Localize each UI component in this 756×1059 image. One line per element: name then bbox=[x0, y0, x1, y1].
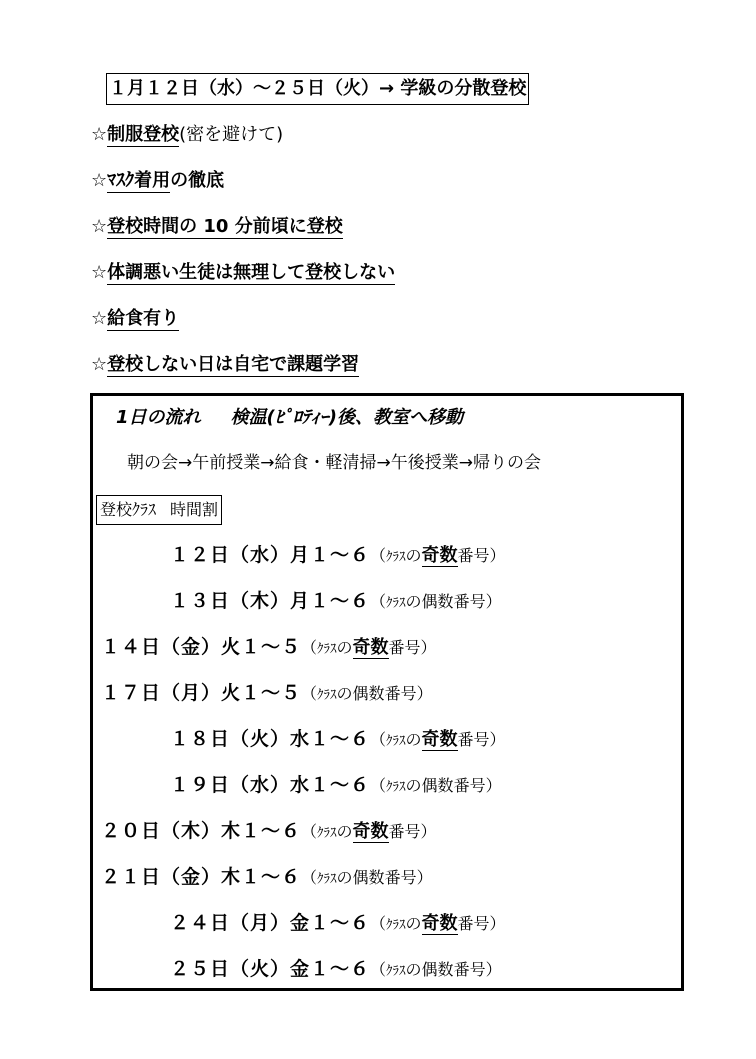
timetable-label: 時間割 bbox=[170, 500, 219, 519]
row-date: ２１日（金）木１～６ bbox=[101, 866, 302, 888]
star-icon: ☆ bbox=[91, 354, 108, 375]
rule-item-health bbox=[91, 260, 395, 286]
star-icon: ☆ bbox=[91, 124, 108, 145]
rule-item-uniform bbox=[91, 122, 283, 148]
row-note: （ｸﾗｽの偶数番号） bbox=[370, 592, 502, 611]
row-date: ２４日（月）金１～６ bbox=[170, 912, 371, 934]
row-date: １９日（水）水１～６ bbox=[170, 774, 371, 796]
timetable-row bbox=[170, 587, 502, 615]
rule-highlight: 体調悪い生徒は無理して登校しない bbox=[107, 262, 396, 283]
timetable-row bbox=[101, 863, 433, 891]
flow-heading: 1日の流れ bbox=[116, 407, 201, 428]
odd-parity: 奇数 bbox=[352, 637, 389, 658]
odd-parity: 奇数 bbox=[421, 545, 458, 566]
rule-highlight: 登校時間の 10 分前頃に登校 bbox=[107, 216, 343, 237]
row-note: （ｸﾗｽの奇数番号） bbox=[370, 729, 506, 750]
daily-flow-detail: 朝の会→午前授業→給食・軽清掃→午後授業→帰りの会 bbox=[127, 453, 541, 473]
date-range-heading: １月１２日（水）～２５日（火）→ 学級の分散登校 bbox=[106, 73, 529, 105]
row-note: （ｸﾗｽの奇数番号） bbox=[370, 545, 506, 566]
timetable-row bbox=[101, 633, 437, 661]
rule-item-lunch bbox=[91, 306, 179, 332]
temperature-check-text: 検温(ﾋﾟﾛﾃｨｰ)後、教室へ移動 bbox=[230, 407, 463, 428]
attendance-class-label: 登校ｸﾗｽ bbox=[100, 500, 157, 519]
timetable-row bbox=[170, 771, 502, 799]
rule-text: (密を避けて) bbox=[179, 124, 284, 145]
timetable-row bbox=[170, 541, 506, 569]
rule-item-home-study bbox=[91, 352, 359, 378]
even-parity: 偶数 bbox=[352, 868, 385, 887]
timetable-row bbox=[170, 909, 506, 937]
row-date: １２日（水）月１～６ bbox=[170, 544, 371, 566]
daily-flow-title bbox=[116, 405, 463, 431]
row-note: （ｸﾗｽの奇数番号） bbox=[370, 913, 506, 934]
rule-highlight: 給食有り bbox=[107, 308, 180, 329]
odd-parity: 奇数 bbox=[352, 821, 389, 842]
timetable-row bbox=[170, 955, 502, 983]
star-icon: ☆ bbox=[91, 216, 108, 237]
rule-item-arrival-time bbox=[91, 214, 343, 240]
even-parity: 偶数 bbox=[352, 684, 385, 703]
even-parity: 偶数 bbox=[421, 960, 454, 979]
row-note: （ｸﾗｽの奇数番号） bbox=[301, 821, 437, 842]
rule-item-mask bbox=[91, 168, 224, 194]
even-parity: 偶数 bbox=[421, 776, 454, 795]
rule-text: の徹底 bbox=[170, 170, 225, 191]
class-timetable-label bbox=[96, 495, 222, 525]
timetable-row bbox=[170, 725, 506, 753]
row-date: １４日（金）火１～５ bbox=[101, 636, 302, 658]
odd-parity: 奇数 bbox=[421, 913, 458, 934]
row-date: １８日（火）水１～６ bbox=[170, 728, 371, 750]
row-note: （ｸﾗｽの奇数番号） bbox=[301, 637, 437, 658]
row-note: （ｸﾗｽの偶数番号） bbox=[370, 776, 502, 795]
row-note: （ｸﾗｽの偶数番号） bbox=[301, 684, 433, 703]
even-parity: 偶数 bbox=[421, 592, 454, 611]
row-date: ２０日（木）木１～６ bbox=[101, 820, 302, 842]
star-icon: ☆ bbox=[91, 262, 108, 283]
row-date: １３日（木）月１～６ bbox=[170, 590, 371, 612]
odd-parity: 奇数 bbox=[421, 729, 458, 750]
rule-highlight: 制服登校 bbox=[107, 124, 180, 145]
star-icon: ☆ bbox=[91, 308, 108, 329]
rule-highlight: ﾏｽｸ着用 bbox=[107, 170, 171, 191]
row-date: １７日（月）火１～５ bbox=[101, 682, 302, 704]
timetable-row bbox=[101, 679, 433, 707]
rule-highlight: 登校しない日は自宅で課題学習 bbox=[107, 354, 360, 375]
timetable-row bbox=[101, 817, 437, 845]
row-date: ２５日（火）金１～６ bbox=[170, 958, 371, 980]
row-note: （ｸﾗｽの偶数番号） bbox=[370, 960, 502, 979]
star-icon: ☆ bbox=[91, 170, 108, 191]
row-note: （ｸﾗｽの偶数番号） bbox=[301, 868, 433, 887]
